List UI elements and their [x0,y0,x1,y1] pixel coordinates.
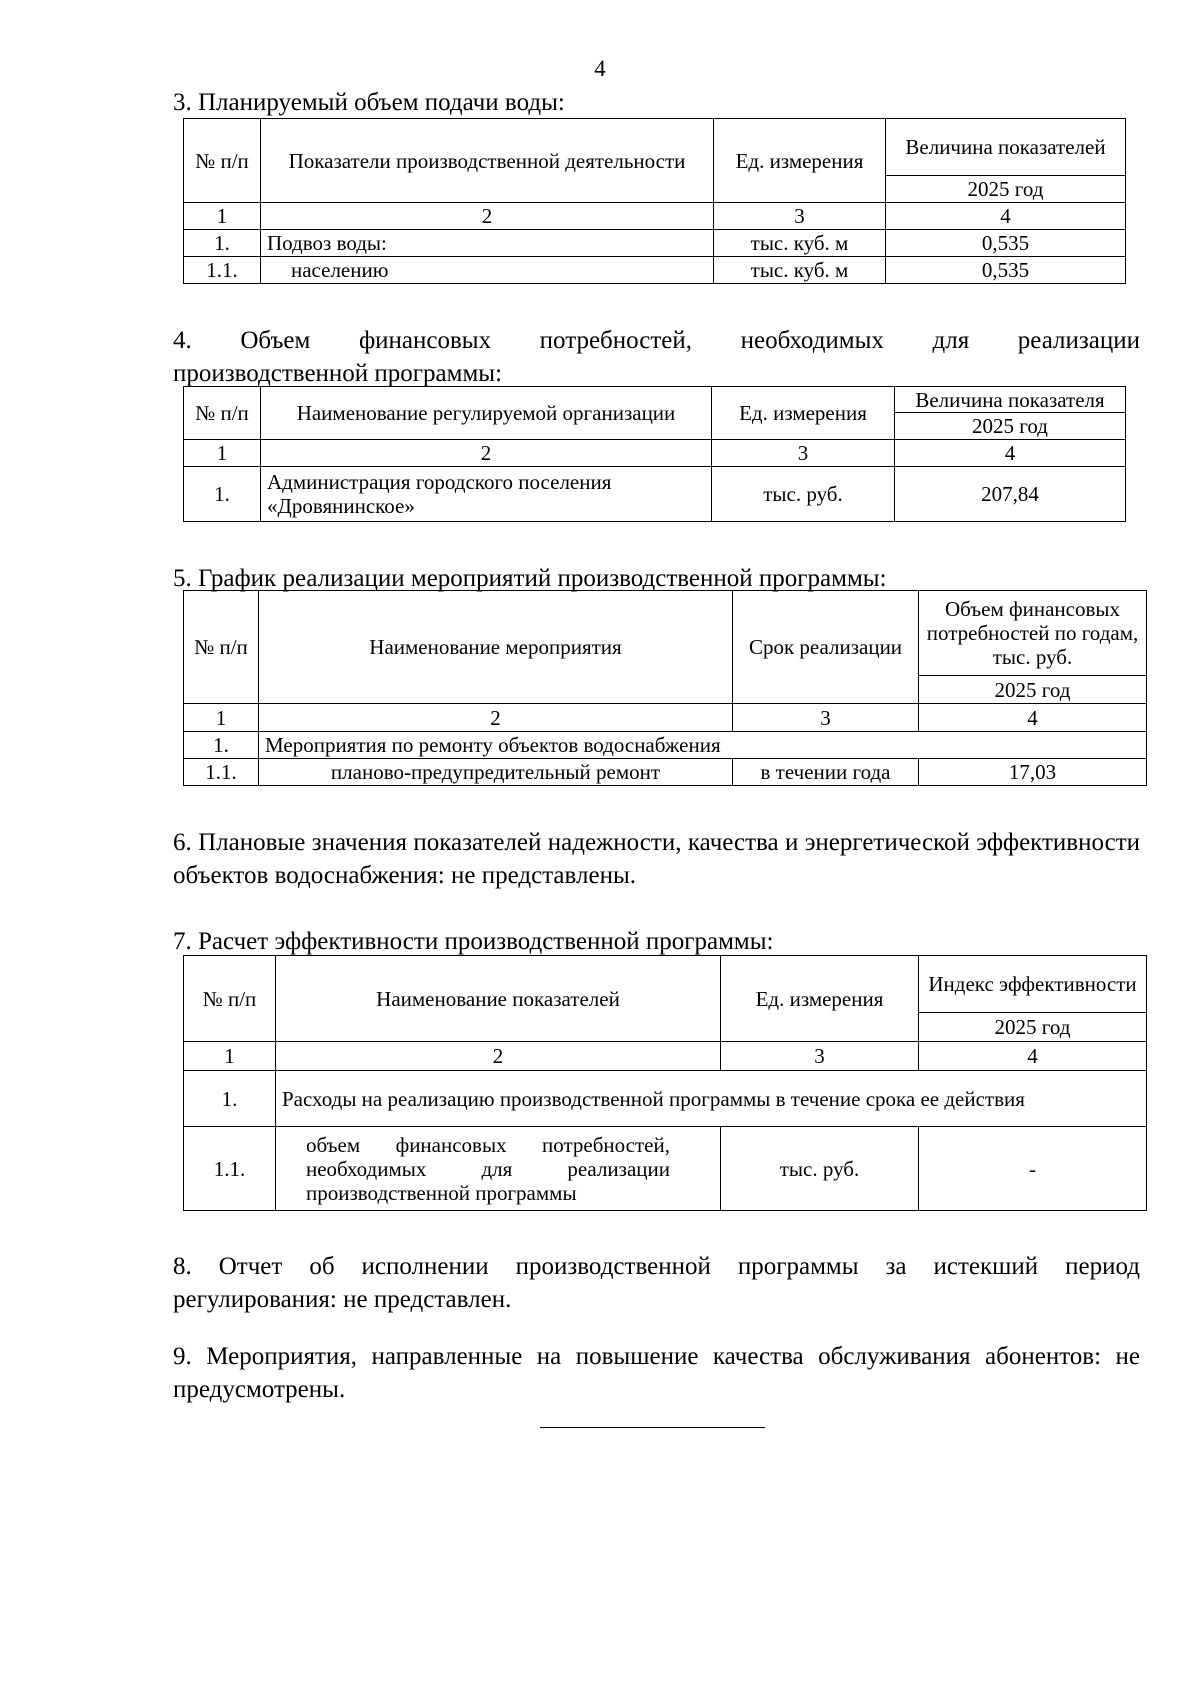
header-activity: Наименование мероприятия [259,591,733,704]
header-unit: Ед. измерения [721,956,919,1042]
water-supply-table [183,118,1126,284]
header-year: 2025 год [919,676,1147,704]
row-unit: тыс. куб. м [714,257,886,284]
row-name: планово-предупредительный ремонт [259,759,733,786]
col-num: 1 [184,440,261,467]
row-value: - [919,1127,1147,1211]
header-year: 2025 год [886,176,1126,203]
row-name: населению [261,257,714,284]
row-name: Подвоз воды: [261,230,714,257]
header-num: № п/п [184,956,276,1042]
col-num: 1 [184,1042,276,1071]
header-unit: Ед. измерения [714,119,886,203]
row-value: 207,84 [895,467,1126,522]
row-name: Расходы на реализацию производственной программы в течение срока ее действия [276,1071,1147,1127]
col-num: 3 [714,203,886,230]
activities-schedule-table [183,590,1147,786]
header-year: 2025 год [895,413,1126,440]
section-7-title: 7. Расчет эффективности производственной программы: [173,928,774,955]
row-name: Мероприятия по ремонту объектов водоснабжения [259,732,1147,759]
col-num: 4 [895,440,1126,467]
row-value: 0,535 [886,257,1126,284]
financial-needs-table [183,386,1126,522]
row-num: 1.1. [184,759,259,786]
header-num: № п/п [184,387,261,440]
header-unit: Ед. измерения [712,387,895,440]
header-year: 2025 год [919,1013,1147,1042]
section-6-text: 6. Плановые значения показателей надежности, качества и энергетической эффективности объектов водоснабжения: не представлены. [173,829,1140,889]
row-unit: тыс. руб. [721,1127,919,1211]
header-organization: Наименование регулируемой организации [261,387,712,440]
header-term: Срок реализации [733,591,919,704]
table-row [184,257,1126,284]
row-term: в течении года [733,759,919,786]
col-num: 3 [733,704,919,732]
header-num: № п/п [184,119,261,203]
page-number: 4 [594,56,606,81]
table-row [184,759,1147,786]
table-row [184,1127,1147,1211]
section-8-text: 8. Отчет об исполнении производственной программы за истекший период регулирования: не представлен. [173,1253,1140,1313]
col-num: 2 [259,704,733,732]
header-indicator: Показатели производственной деятельности [261,119,714,203]
row-num: 1. [184,1071,276,1127]
header-value: Величина показателей [886,119,1126,176]
col-num: 2 [276,1042,721,1071]
col-num: 1 [184,203,261,230]
table-group-row [184,1071,1147,1127]
col-num: 4 [919,1042,1147,1071]
closing-divider [540,1427,765,1428]
row-unit: тыс. руб. [712,467,895,522]
header-value: Индекс эффективности [919,956,1147,1013]
col-num: 2 [261,203,714,230]
section-3-title: 3. Планируемый объем подачи воды: [173,89,565,116]
section-4-title-line1: 4. Объем финансовых потребностей, необходимых для реализации [173,327,1140,354]
row-num: 1.1. [184,1127,276,1211]
section-5-title: 5. График реализации мероприятий производственной программы: [173,565,887,592]
col-num: 2 [261,440,712,467]
row-value: 0,535 [886,230,1126,257]
efficiency-table [183,955,1147,1211]
table-group-row [184,732,1147,759]
row-num: 1. [184,732,259,759]
row-name: объем финансовых потребностей, необходимых для реализации производственной программы [276,1127,721,1211]
header-indicators: Наименование показателей [276,956,721,1042]
col-num: 4 [919,704,1147,732]
table-row [184,230,1126,257]
header-value: Величина показателя [895,387,1126,413]
row-name: Администрация городского поселения «Дровянинское» [261,467,712,522]
row-value: 17,03 [919,759,1147,786]
table-row [184,467,1126,522]
section-9-text: 9. Мероприятия, направленные на повышение качества обслуживания абонентов: не предусмотрены. [173,1343,1140,1403]
col-num: 4 [886,203,1126,230]
row-num: 1.1. [184,257,261,284]
header-value: Объем финансовых потребностей по годам, тыс. руб. [919,591,1147,676]
row-num: 1. [184,467,261,522]
row-unit: тыс. куб. м [714,230,886,257]
row-num: 1. [184,230,261,257]
header-num: № п/п [184,591,259,704]
col-num: 1 [184,704,259,732]
col-num: 3 [712,440,895,467]
col-num: 3 [721,1042,919,1071]
section-4-title-line2: производственной программы: [173,360,503,387]
